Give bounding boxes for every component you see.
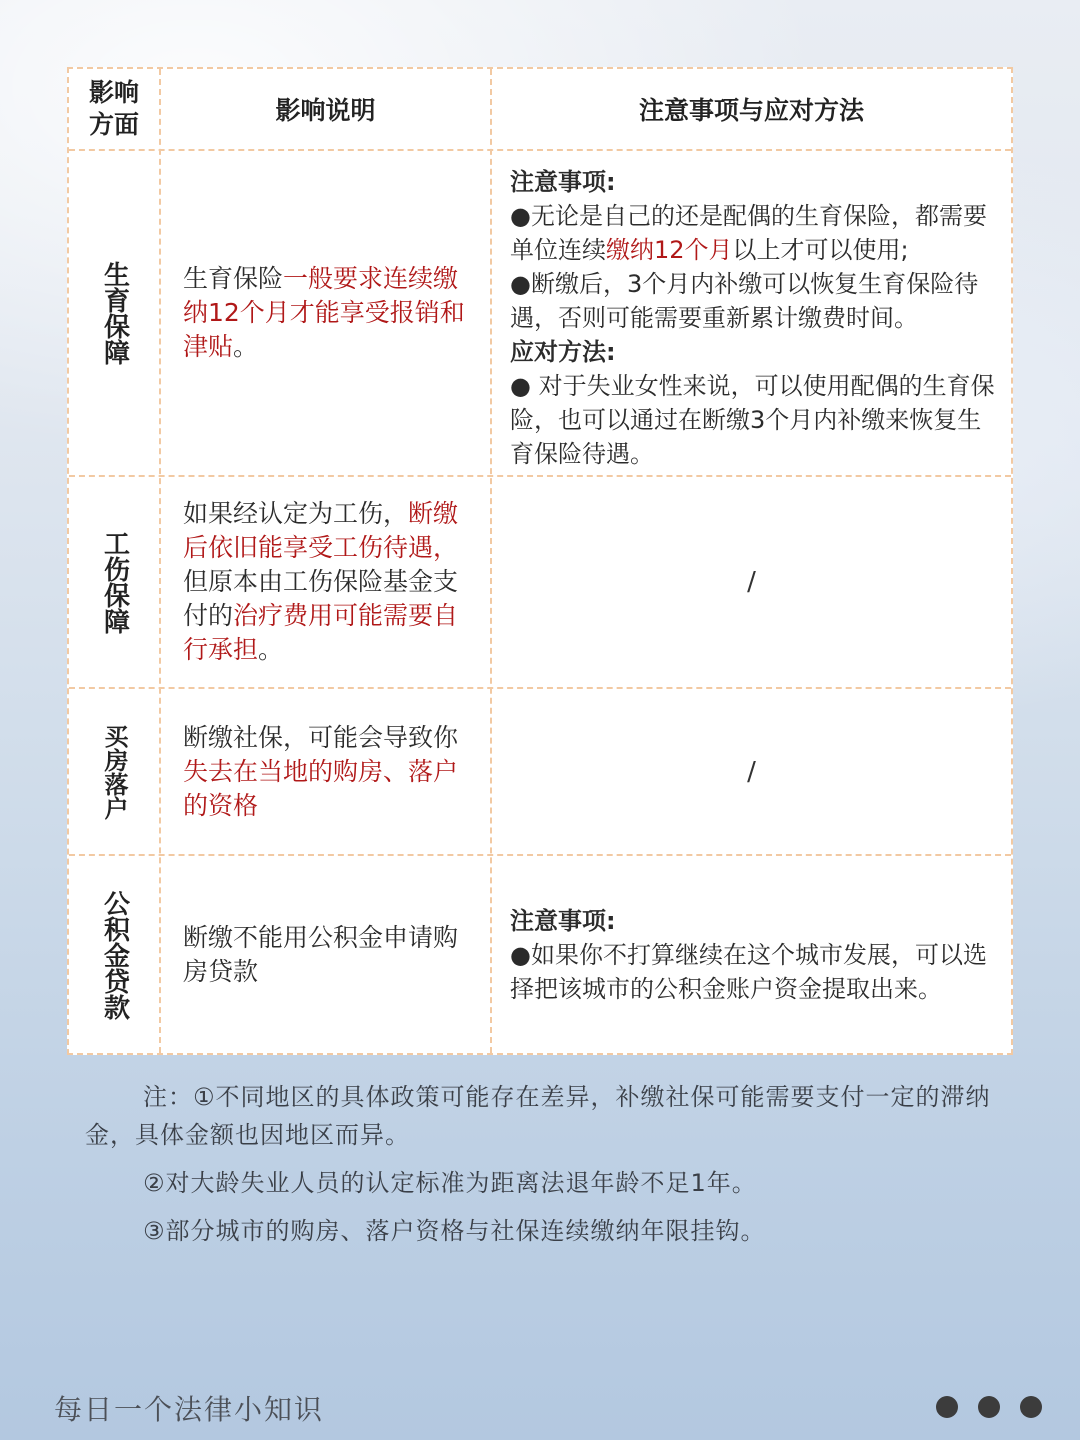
description-highlight: 治疗费用可能需要自行承担 bbox=[183, 601, 459, 664]
table-row-notes bbox=[492, 151, 1011, 475]
header-aspect-label: 影响方面 bbox=[88, 78, 139, 139]
empty-marker: / bbox=[747, 567, 756, 597]
aspect-label: 公积金贷款 bbox=[99, 889, 130, 1020]
table-row-description bbox=[161, 477, 490, 687]
header-notes bbox=[492, 69, 1011, 149]
footnote-2: ②对大龄失业人员的认定标准为距离法退年龄不足1年。 bbox=[143, 1169, 757, 1197]
notice-highlight: 缴纳12个月 bbox=[606, 236, 733, 264]
header-notes-label: 注意事项与应对方法 bbox=[638, 96, 864, 125]
description-text bbox=[183, 497, 472, 667]
law-table bbox=[67, 67, 1013, 1055]
description-fragment: 但原本由工伤保险基金支付的 bbox=[183, 567, 459, 630]
aspect-label: 买房落户 bbox=[100, 723, 128, 820]
empty-marker: / bbox=[747, 756, 756, 787]
table-row-notes bbox=[492, 689, 1011, 854]
description-fragment: 如果经认定为工伤， bbox=[183, 499, 409, 528]
dot-icon bbox=[978, 1396, 1000, 1418]
footnote-1: 注：①不同地区的具体政策可能存在差异，补缴社保可能需要支付一定的滞纳金，具体金额也因地区而异。 bbox=[85, 1083, 991, 1149]
dot-icon bbox=[1020, 1396, 1042, 1418]
table-row-aspect bbox=[69, 151, 159, 475]
footnote-3: ③部分城市的购房、落户资格与社保连续缴纳年限挂钩。 bbox=[143, 1217, 766, 1245]
dot-icon bbox=[936, 1396, 958, 1418]
notice-title: 注意事项: bbox=[510, 168, 616, 196]
method-title: 应对方法: bbox=[510, 338, 616, 366]
aspect-label: 生育保障 bbox=[99, 261, 130, 365]
description-fragment: 生育保险 bbox=[183, 264, 284, 293]
notice-title: 注意事项: bbox=[510, 906, 616, 935]
table-row-aspect bbox=[69, 856, 159, 1053]
notice-item bbox=[510, 199, 997, 267]
description-text bbox=[183, 262, 472, 364]
method-item: ● 对于失业女性来说，可以使用配偶的生育保险，也可以通过在断缴3个月内补缴来恢复生育保险待遇。 bbox=[510, 372, 995, 468]
notice-item: ●如果你不打算继续在这个城市发展，可以选择把该城市的公积金账户资金提取出来。 bbox=[510, 940, 987, 1003]
notice-fragment: 以上才可以使用; bbox=[732, 236, 909, 264]
notice-fragment: ●无论是自己的还是配偶的生育保险，都需要单位连续 bbox=[510, 202, 987, 264]
description-highlight: 失去在当地的购房、落户的资格 bbox=[183, 756, 459, 820]
brand-label: 每日一个法律小知识 bbox=[54, 1393, 325, 1426]
notice-item: ●断缴后，3个月内补缴可以恢复生育保险待遇，否则可能需要重新累计缴费时间。 bbox=[510, 270, 979, 332]
description-fragment: 。 bbox=[258, 635, 284, 664]
aspect-label: 工伤保障 bbox=[99, 530, 130, 634]
table-row-description bbox=[161, 689, 490, 854]
description-fragment: 。 bbox=[233, 332, 259, 361]
description-text bbox=[183, 721, 472, 823]
description-text: 断缴不能用公积金申请购房贷款 bbox=[183, 922, 459, 986]
table-row-description bbox=[161, 856, 490, 1053]
more-dots-icon bbox=[936, 1396, 1042, 1418]
table-row-description bbox=[161, 151, 490, 475]
header-aspect bbox=[69, 69, 159, 149]
description-fragment: 断缴社保，可能会导致你 bbox=[183, 722, 459, 752]
header-description-label: 影响说明 bbox=[275, 96, 376, 125]
header-description bbox=[161, 69, 490, 149]
table-row-aspect bbox=[69, 689, 159, 854]
description-highlight: 断缴后依旧能享受工伤待遇， bbox=[183, 499, 459, 562]
table-row-aspect bbox=[69, 477, 159, 687]
description-highlight: 一般要求连续缴纳12个月才能享受报销和津贴 bbox=[183, 264, 465, 361]
table-row-notes bbox=[492, 856, 1011, 1053]
table-row-notes bbox=[492, 477, 1011, 687]
